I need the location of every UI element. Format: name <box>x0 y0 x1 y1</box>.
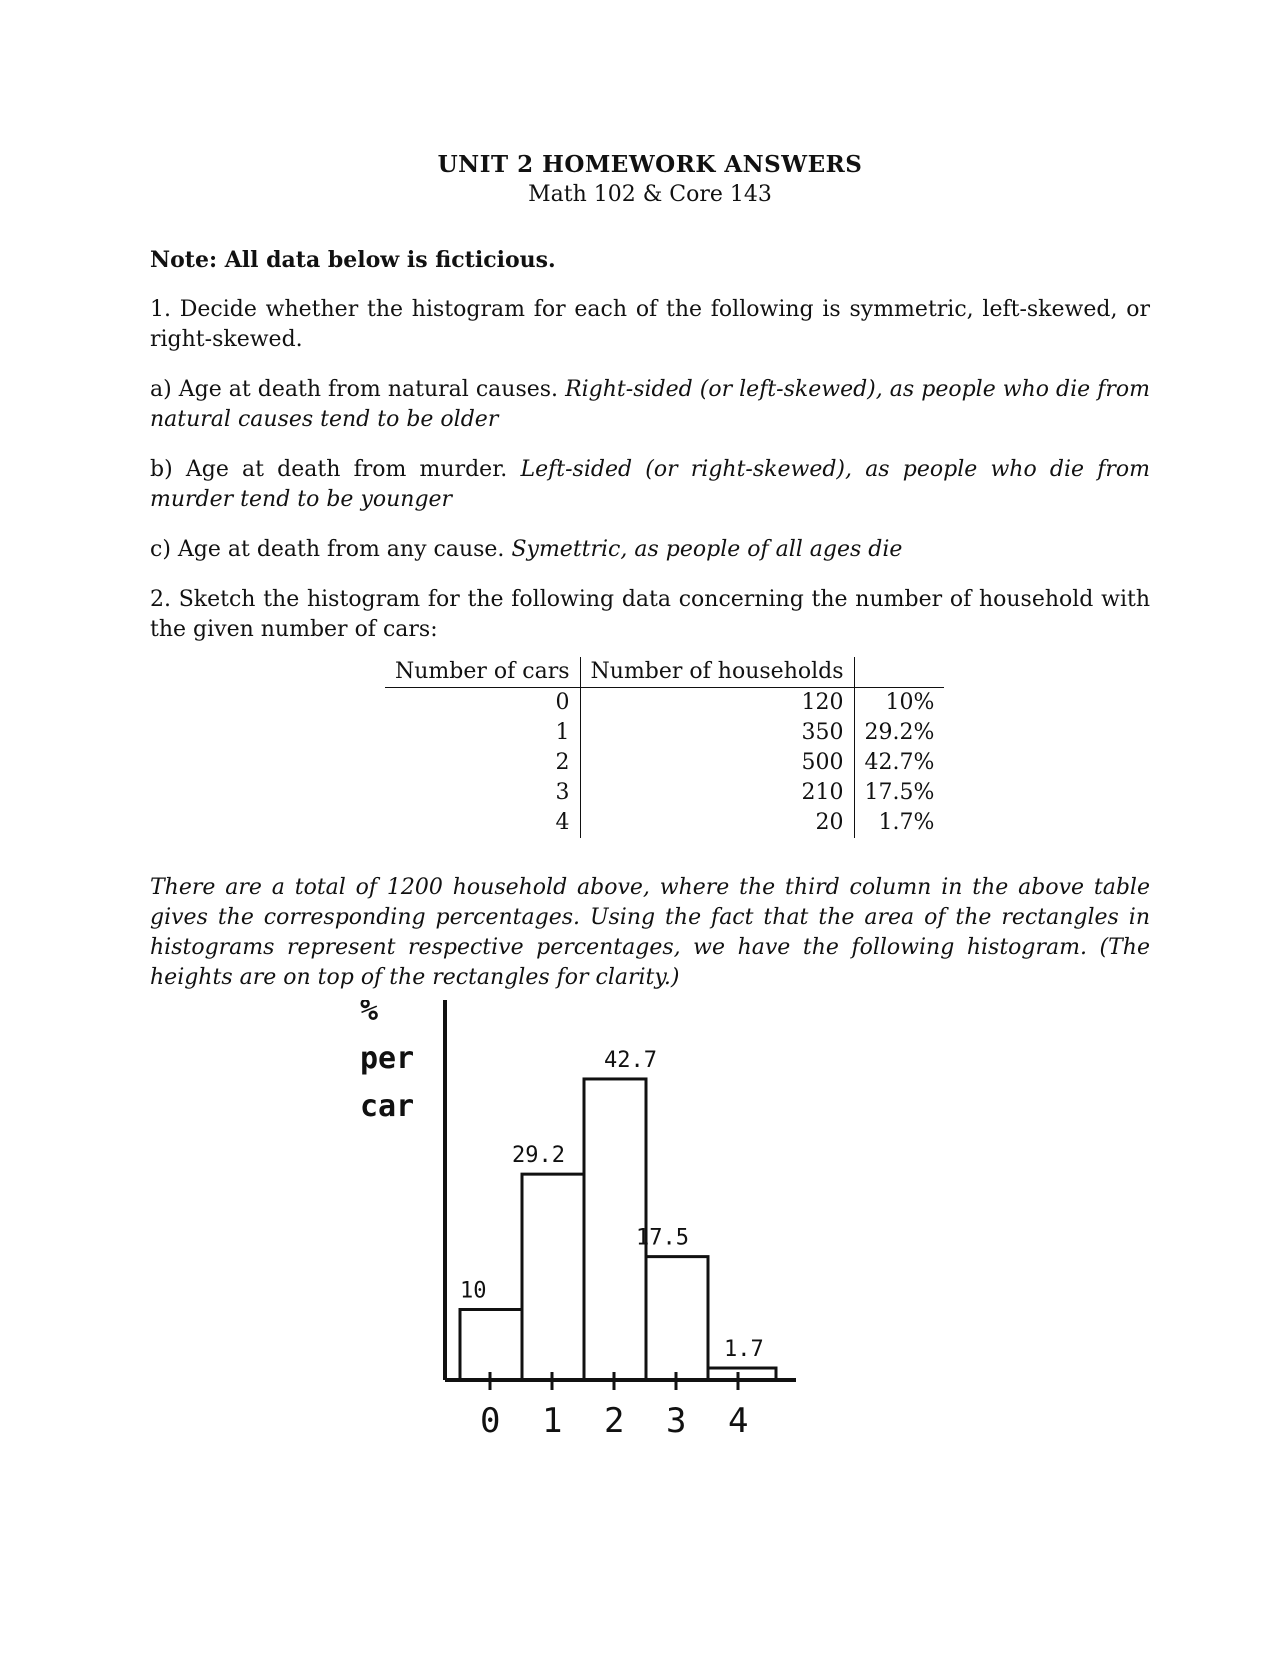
x-tick-label: 3 <box>666 1401 687 1441</box>
question-2-prompt: 2. Sketch the histogram for the following data concerning the number of household with the given number of cars: <box>150 587 1150 642</box>
x-tick-label: 2 <box>604 1401 625 1441</box>
table-cell: 3 <box>385 778 580 808</box>
histogram-bar <box>522 1174 584 1380</box>
table-row <box>385 718 944 748</box>
table-cell: 210 <box>580 778 854 808</box>
question-1b <box>150 455 1150 515</box>
bar-value-label: 1.7 <box>724 1337 764 1363</box>
table-row <box>385 778 944 808</box>
page-subtitle: Math 102 & Core 143 <box>528 182 772 207</box>
table-cell: 1.7% <box>878 810 935 835</box>
bar-value-label: 42.7 <box>604 1047 657 1073</box>
question-1-prompt: 1. Decide whether the histogram for each of the following is symmetric, left-skewed, or right-skewed. <box>150 297 1150 352</box>
question-1c <box>150 535 1150 565</box>
histogram-chart <box>340 1000 840 1460</box>
table-header-row <box>385 657 944 688</box>
table-cell: 350 <box>580 718 854 748</box>
bar-value-label: 10 <box>460 1278 487 1304</box>
cars-households-table <box>385 657 944 838</box>
table-header-cars: Number of cars <box>385 657 580 688</box>
table-cell: 0 <box>385 688 580 719</box>
histogram-svg <box>340 1000 840 1460</box>
histogram-bar <box>460 1310 522 1381</box>
bar-value-label: 29.2 <box>512 1143 565 1169</box>
bar-value-label: 17.5 <box>636 1225 689 1251</box>
table-row <box>385 748 944 778</box>
table-header-percent <box>854 657 944 688</box>
y-axis-label-line: per <box>360 1041 415 1076</box>
table-cell: 20 <box>580 808 854 838</box>
table-cell: 29.2% <box>864 720 935 745</box>
question-1a-answer: Right-sided (or left-skewed), as people who die from natural causes tend to be older <box>150 377 1150 432</box>
table-cell: 1 <box>385 718 580 748</box>
table-cell: 10% <box>885 690 935 715</box>
x-tick-label: 4 <box>728 1401 749 1441</box>
question-1c-answer: Symettric, as people of all ages die <box>511 537 903 562</box>
question-1b-text: b) Age at death from murder. <box>150 457 508 482</box>
question-1b-answer: Left-sided (or right-skewed), as people who die from murder tend to be younger <box>150 457 1150 512</box>
table-cell: 4 <box>385 808 580 838</box>
table-cell: 17.5% <box>864 780 935 805</box>
table-cell: 42.7% <box>864 750 935 775</box>
table-row <box>385 808 944 838</box>
table-cell: 120 <box>580 688 854 719</box>
table-cell: 500 <box>580 748 854 778</box>
question-1a <box>150 375 1150 435</box>
y-axis-label-line: car <box>360 1089 415 1124</box>
question-1a-text: a) Age at death from natural causes. <box>150 377 559 402</box>
document-page <box>150 150 1150 993</box>
page-title: UNIT 2 HOMEWORK ANSWERS <box>437 151 863 178</box>
histogram-bar <box>646 1257 708 1380</box>
explanation: There are a total of 1200 household above, where the third column in the above table gives the corresponding percentages. Using the fact that the area of the rectangles in histograms represent respective percentages, we have the following histogram. (The heights are on top of the rectangles for clarity.) <box>150 875 1150 990</box>
question-1c-text: c) Age at death from any cause. <box>150 537 505 562</box>
table-cell: 2 <box>385 748 580 778</box>
x-tick-label: 0 <box>480 1401 501 1441</box>
y-axis-label-line: % <box>360 1000 379 1028</box>
table-header-households: Number of households <box>580 657 854 688</box>
table-row <box>385 688 944 719</box>
x-tick-label: 1 <box>542 1401 563 1441</box>
note: Note: All data below is ficticious. <box>150 247 556 273</box>
